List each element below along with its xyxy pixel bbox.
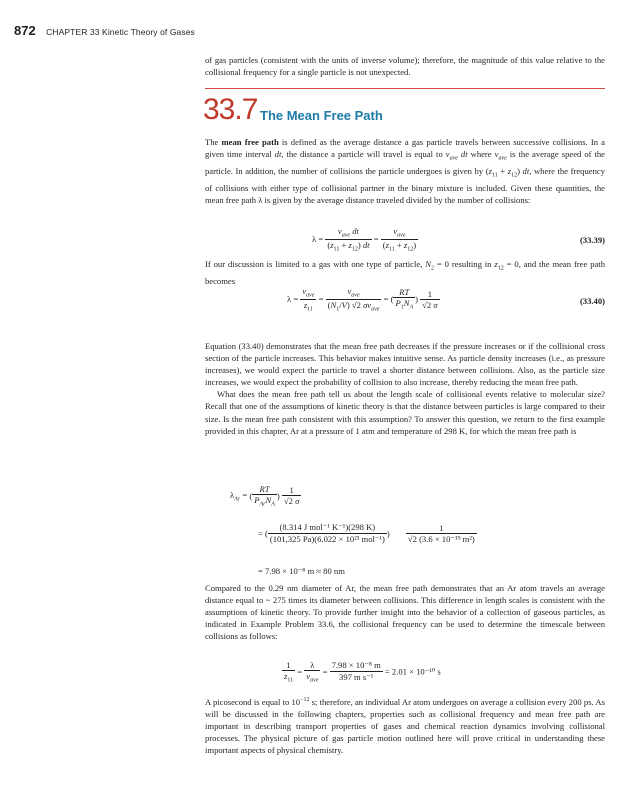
equation-number-33-40: (33.40)	[579, 296, 605, 306]
equation-33-39: λ = $\frac{\nu_{ave} dt}{(z_{11} + z_{12}) dt}$ = $\frac{\nu_{ave}}{(z_{11} + z_{12})}$	[312, 226, 417, 253]
equation-lambda-ar-values: = ( $\frac{\text{(8.314 J mol⁻¹ K⁻¹)(298 K)}}{\text{(101,325 Pa)(6.022 × 10²³ mol⁻¹)}}$ ) $\frac{1}{\text{√2 (3.6 × 10⁻¹⁹ m²)}}$	[258, 522, 475, 544]
page-number: 872	[14, 23, 36, 38]
equation-lambda-ar-result: = 7.98 × 10⁻⁸ m ≈ 80 nm	[258, 566, 345, 576]
paragraph-comparison: Compared to the 0.29 nm diameter of Ar, the mean free path demonstrates that an Ar atom travels an average distance equal to ~ 275 times its diameter between collisions. This difference in length scales is consistent with the assumptions of kinetic theory. To provide further insight into the behavior of a collection of gaseous particles, as indicated in Example Problem 33.6, the collisional frequency can be used to determine the timescale between collisions as follows:	[205, 583, 605, 642]
intro-paragraph	[205, 54, 605, 78]
section-title: The Mean Free Path	[260, 108, 383, 123]
section-number: 33.7	[203, 93, 258, 126]
paragraph-definition: The mean free path is defined as the average distance a gas particle travels between successive collisions. In a given time interval dt, the distance a particle will travel is equal to $\nu_{ave}$ dt where $\nu_{ave}$ is the average speed of the particle. In addition, the number of collisions the particle undergoes is given by $(z_{11} + z_{12})$ dt, where the frequency of collisions with either type of collisional partner in the binary mixture is included. Given these quantities, the mean free path λ is given by the average distance traveled divided by the number of collisions:	[205, 137, 605, 205]
intro-text: of gas particles (consistent with the units of inverse volume); therefore, the magnitude of this value relative to the collisional frequency for a single particle is not unexpected.	[205, 55, 605, 78]
equation-number-33-39: (33.39)	[579, 235, 605, 245]
chapter-title: CHAPTER 33 Kinetic Theory of Gases	[46, 27, 195, 37]
equation-timescale: $\frac{1}{z_{11}}$ = $\frac{\lambda}{\nu_{ave}}$ = $\frac{\text{7.98 × 10⁻⁸ m}}{\text{397 m s⁻¹}}$ = 2.01 × 10⁻¹⁰ s	[284, 660, 441, 684]
paragraph-discussion: Equation (33.40) demonstrates that the mean free path decreases if the pressure increases or if the collisional cross section of the particle increases. This behavior makes intuitive sense. As particle density increases (i.e., as pressure increases), we would expect the particle to travel a shorter distance between collisions. Also, as the particle size increases, we would expect the probability of collision to also increase, thereby reducing the mean free path. What does the mean free path tell us about the length scale of collisional events relative to molecular size? Recall that one of the assumptions of kinetic theory is that the distance between particles is large compared to their size. Is the mean free path consistent with this assumption? To answer this question, we return to the first example provided in this chapter, Ar at a pressure of 1 atm and temperature of 298 K, for which the mean free path is	[205, 341, 605, 436]
paragraph-conclusion: A picosecond is equal to $10^{-12}$ s; therefore, an individual Ar atom undergoes on average a collision every 200 ps. As will be discussed in the following chapters, properties such as collisional frequency and mean free path are important in describing transport properties of gases and chemical reaction dynamics involving collisional processes. The physical picture of gas particle motion outlined here will prove critical in understanding these important aspects of physical chemistry.	[205, 696, 605, 756]
running-header	[14, 22, 195, 40]
equation-33-40: λ = $\frac{\nu_{ave}}{z_{11}}$ = $\frac{\nu_{ave}}{(N_1/V) √2 \sigma\nu_{ave}}$ = ( $\frac{RT}{P_1N_A}$ ) $\frac{1}{√2 \sigma}$	[287, 286, 438, 313]
section-rule	[205, 88, 605, 89]
equation-lambda-ar: $\lambda_{Ar}$ = ( $\frac{RT}{P_{Ar}N_A}$ ) $\frac{1}{√2 \sigma}$	[230, 484, 300, 508]
paragraph-single-gas: If our discussion is limited to a gas with one type of particle, $N_2 = 0$ resulting in $z_{12} = 0$, and the mean free path becomes	[205, 259, 605, 286]
